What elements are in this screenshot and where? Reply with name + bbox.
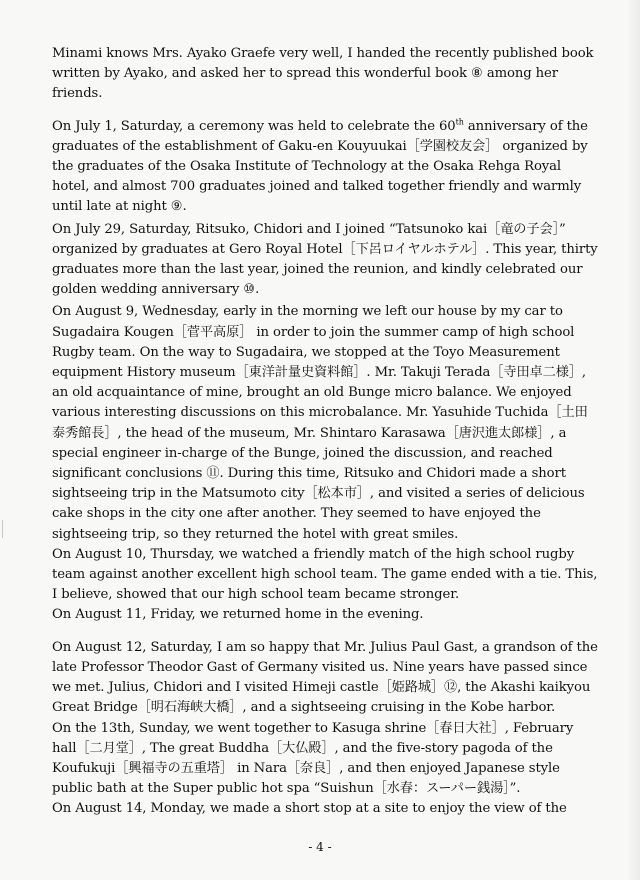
paragraph-july-1-start: On July 1, Saturday, a ceremony was held to celebrate the 60 (52, 118, 456, 134)
paragraph-august-12: On August 12, Saturday, I am so happy that Mr. Julius Paul Gast, a grandson of the late Professor Theodor Gast of Germany visited us. Nine years have passed since we met. Julius, Chidori and I visited Himeji castle［姫路城］⑫, the Akashi kaikyou Great Bridge［明石海峡大橋］, and a sightseeing cruising in the Kobe harbor. (52, 639, 598, 716)
superscript-th: th (455, 117, 464, 127)
page-number: - 4 - (308, 840, 332, 854)
paragraph-july-1 (52, 117, 600, 218)
paragraph-august-13: On the 13th, Sunday, we went together to Kasuga shrine［春日大社］, February hall［二月堂］, The great Buddha［大仏殿］, and the five-story pagoda of the Koufukuji［興福寺の五重塔］ in Nara［奈良］, and then enjoyed Japanese style public bath at the Super public hot spa “Suishun［水春：スーパー銭湯］”. (52, 720, 574, 797)
paragraph-august-14: On August 14, Monday, we made a short stop at a site to enjoy the view of the (52, 801, 567, 817)
paragraph-book-gift: Minami knows Mrs. Ayako Graefe very well, I handed the recently published book written by Ayako, and asked her to spread this wonderful book ⑧ among her friends. (52, 46, 594, 102)
paragraph-july-29: On July 29, Saturday, Ritsuko, Chidori and I joined “Tatsunoko kai［竜の子会］” organized by graduates at Gero Royal Hotel［下呂ロイヤルホテル］. This year, thirty graduates more than the last year, joined the reunion, and kindly celebrated our golden wedding anniversary ⑩. (52, 221, 598, 298)
paragraph-august-11: On August 11, Friday, we returned home in the evening. (52, 607, 424, 623)
document-body (52, 44, 600, 820)
paragraph-august-10: On August 10, Thursday, we watched a friendly match of the high school rugby team against another excellent high school team. The game ended with a tie. This, I believe, showed that our high school team became stronger. (52, 546, 598, 603)
paragraph-august-9: On August 9, Wednesday, early in the morning we left our house by my car to Sugadaira Kougen［菅平高原］ in order to join the summer camp of high school Rugby team. On the way to Sugadaira, we stopped at the Toyo Measurement equipment History museum［東洋計量史資料館］. Mr. Takuji Terada［寺田卓二様］, an old acquaintance of mine, brought an old Bunge micro balance. We enjoyed various interesting discussions on this microbalance. Mr. Yasuhide Tuchida［土田泰秀館長］, the head of the museum, Mr. Shintaro Karasawa［唐沢進太郎様］, a special engineer in-charge of the Bunge, joined the discussion, and reached significant conclusions ⑪. During this time, Ritsuko and Chidori made a short sightseeing trip in the Matsumoto city［松本市］, and visited a series of delicious cake shops in the city one after another. They seemed to have enjoyed the sightseeing trip, so they returned the hotel with great smiles. (52, 304, 588, 542)
page-edge-shadow (626, 0, 640, 880)
paragraph-july-1-rest: anniversary of the graduates of the establishment of Gaku-en Kouyuukai［学園校友会］ organized by the graduates of the Osaka Institute of Technology at the Osaka Rehga Royal hotel, and almost 700 graduates joined and talked together friendly and warmly until late at night ⑨. (52, 118, 588, 215)
scan-mark (2, 520, 13, 538)
